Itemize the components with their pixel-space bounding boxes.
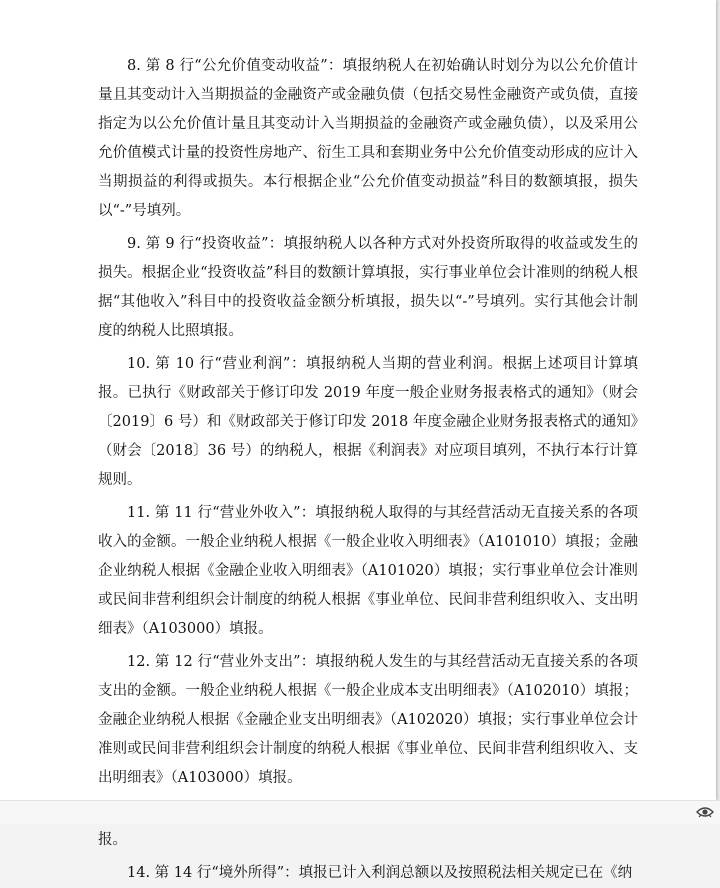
page-text bbox=[98, 52, 638, 888]
paragraph-line-8: 8. 第 8 行“公允价值变动收益”：填报纳税人在初始确认时划分为以公允价值计量且其变动计入当期损益的金融资产或金融负债（包括交易性金融资产或负债，直接指定为以公允价值计量且其变动计入当期损益的金融资产或金融负债），以及采用公允价值模式计量的投资性房地产、衍生工具和套期业务中公允价值变动形成的应计入当期损益的利得或损失。本行根据企业“公允价值变动损益”科目的数额填报，损失以“-”号填列。 bbox=[98, 58, 638, 219]
eye-icon[interactable] bbox=[696, 804, 714, 820]
paragraph-line-12: 12. 第 12 行“营业外支出”：填报纳税人发生的与其经营活动无直接关系的各项支出的金额。一般企业纳税人根据《一般企业成本支出明细表》（A102010）填报；金融企业纳税人根据《金融企业支出明细表》（A102020）填报；实行事业单位会计准则或民间非营利组织会计制度的纳税人根据《事业单位、民间非营利组织收入、支出明细表》（A103000）填报。 bbox=[98, 654, 638, 786]
paragraph-line-11: 11. 第 11 行“营业外收入”：填报纳税人取得的与其经营活动无直接关系的各项收入的金额。一般企业纳税人根据《一般企业收入明细表》（A101010）填报；金融企业纳税人根据《金融企业收入明细表》（A101020）填报；实行事业单位会计准则或民间非营利组织会计制度的纳税人根据《事业单位、民间非营利组织收入、支出明细表》（A103000）填报。 bbox=[98, 505, 638, 637]
paragraph-line-10: 10. 第 10 行“营业利润”：填报纳税人当期的营业利润。根据上述项目计算填报。已执行《财政部关于修订印发 2019 年度一般企业财务报表格式的通知》（财会〔2019〕6 号）和《财政部关于修订印发 2018 年度金融企业财务报表格式的通知》（财会〔2018〕36 号）的纳税人，根据《利润表》对应项目填列，不执行本行计算规则。 bbox=[98, 356, 638, 488]
paragraph-line-9: 9. 第 9 行“投资收益”：填报纳税人以各种方式对外投资所取得的收益或发生的损失。根据企业“投资收益”科目的数额计算填报，实行事业单位会计准则的纳税人根据“其他收入”科目中的投资收益金额分析填报，损失以“-”号填列。实行其他会计制度的纳税人比照填报。 bbox=[98, 236, 638, 339]
status-bar bbox=[0, 800, 720, 824]
paragraph-line-14: 14. 第 14 行“境外所得”：填报已计入利润总额以及按照税法相关规定已在《纳 bbox=[127, 865, 633, 881]
paragraph-line-13: 报。 bbox=[98, 832, 127, 848]
